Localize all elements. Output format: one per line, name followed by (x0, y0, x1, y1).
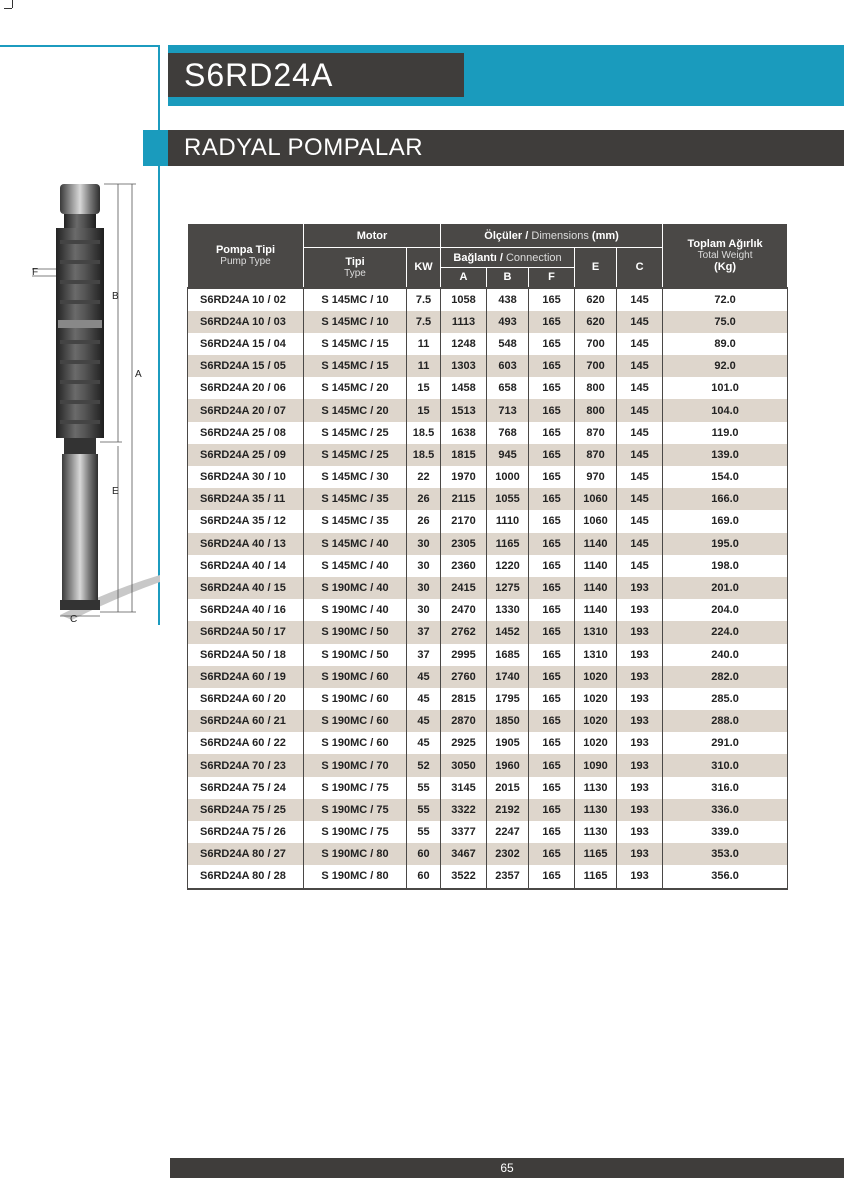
table-cell: 193 (617, 732, 663, 754)
table-cell: S 145MC / 20 (304, 399, 407, 421)
table-cell: S 145MC / 40 (304, 533, 407, 555)
table-cell: 1000 (487, 466, 529, 488)
table-cell: 104.0 (663, 399, 788, 421)
table-cell: 26 (407, 488, 441, 510)
table-cell: 493 (487, 311, 529, 333)
table-cell: 22 (407, 466, 441, 488)
table-cell: 165 (529, 732, 575, 754)
table-row (188, 688, 788, 710)
table-cell: 60 (407, 865, 441, 888)
table-cell: 2357 (487, 865, 529, 888)
header-connection: Bağlantı / Connection (441, 248, 575, 268)
table-cell: 1055 (487, 488, 529, 510)
table-cell: S 145MC / 10 (304, 288, 407, 311)
table-cell: 1140 (575, 577, 617, 599)
table-cell: S6RD24A 40 / 14 (188, 555, 304, 577)
table-cell: 165 (529, 821, 575, 843)
table-cell: 165 (529, 333, 575, 355)
table-cell: 92.0 (663, 355, 788, 377)
table-cell: S6RD24A 40 / 16 (188, 599, 304, 621)
table-cell: 1303 (441, 355, 487, 377)
table-cell: 193 (617, 599, 663, 621)
header-b: B (487, 268, 529, 288)
table-row (188, 621, 788, 643)
header-motor-type: Tipi Type (304, 248, 407, 288)
table-cell: 620 (575, 288, 617, 311)
table-cell: 165 (529, 666, 575, 688)
table-cell: 193 (617, 843, 663, 865)
table-cell: S 145MC / 20 (304, 377, 407, 399)
table-row (188, 288, 788, 311)
table-cell: S6RD24A 30 / 10 (188, 466, 304, 488)
table-cell: 139.0 (663, 444, 788, 466)
table-cell: 1165 (575, 865, 617, 888)
label-f: F (32, 267, 39, 278)
table-cell: S6RD24A 35 / 11 (188, 488, 304, 510)
table-cell: 970 (575, 466, 617, 488)
table-body (188, 288, 788, 889)
table-cell: S 190MC / 80 (304, 843, 407, 865)
table-cell: 45 (407, 666, 441, 688)
table-cell: 154.0 (663, 466, 788, 488)
label-c: C (70, 614, 78, 625)
table-cell: 1685 (487, 644, 529, 666)
table-row (188, 355, 788, 377)
table-cell: 165 (529, 799, 575, 821)
table-cell: 240.0 (663, 644, 788, 666)
table-row (188, 732, 788, 754)
table-cell: S6RD24A 50 / 18 (188, 644, 304, 666)
table-cell: 119.0 (663, 422, 788, 444)
table-cell: 1815 (441, 444, 487, 466)
table-cell: S6RD24A 60 / 19 (188, 666, 304, 688)
table-row (188, 533, 788, 555)
table-cell: 165 (529, 644, 575, 666)
table-cell: 165 (529, 777, 575, 799)
table-cell: 1113 (441, 311, 487, 333)
table-cell: 1330 (487, 599, 529, 621)
table-cell: 1310 (575, 644, 617, 666)
table-cell: 165 (529, 865, 575, 888)
header-c: C (617, 248, 663, 288)
table-cell: 336.0 (663, 799, 788, 821)
label-a: A (135, 369, 142, 380)
table-cell: S6RD24A 35 / 12 (188, 510, 304, 532)
table-cell: 1740 (487, 666, 529, 688)
table-cell: S 190MC / 60 (304, 688, 407, 710)
table-cell: 198.0 (663, 555, 788, 577)
table-cell: 169.0 (663, 510, 788, 532)
table-cell: 72.0 (663, 288, 788, 311)
table-cell: 145 (617, 311, 663, 333)
table-cell: 620 (575, 311, 617, 333)
table-cell: S 190MC / 75 (304, 821, 407, 843)
table-cell: 101.0 (663, 377, 788, 399)
table-cell: S 145MC / 25 (304, 444, 407, 466)
table-cell: 201.0 (663, 577, 788, 599)
table-cell: 1130 (575, 777, 617, 799)
table-cell: 2762 (441, 621, 487, 643)
table-cell: 353.0 (663, 843, 788, 865)
table-cell: 60 (407, 843, 441, 865)
frame-line (0, 45, 160, 47)
table-row (188, 599, 788, 621)
table-cell: S 190MC / 60 (304, 732, 407, 754)
table-cell: 2415 (441, 577, 487, 599)
table-cell: 193 (617, 865, 663, 888)
table-cell: S6RD24A 75 / 25 (188, 799, 304, 821)
table-cell: 145 (617, 333, 663, 355)
table-cell: S 190MC / 70 (304, 754, 407, 776)
table-cell: 55 (407, 821, 441, 843)
table-cell: 2995 (441, 644, 487, 666)
label-b: B (112, 291, 119, 302)
label-e: E (112, 486, 119, 497)
table-cell: S6RD24A 20 / 07 (188, 399, 304, 421)
header-motor: Motor (304, 224, 441, 248)
table-cell: 18.5 (407, 444, 441, 466)
table-cell: 193 (617, 821, 663, 843)
table-cell: 204.0 (663, 599, 788, 621)
table-cell: 282.0 (663, 666, 788, 688)
table-cell: 26 (407, 510, 441, 532)
table-cell: 2815 (441, 688, 487, 710)
header-kw: KW (407, 248, 441, 288)
table-cell: S6RD24A 75 / 26 (188, 821, 304, 843)
table-cell: S 190MC / 75 (304, 799, 407, 821)
table-cell: S6RD24A 50 / 17 (188, 621, 304, 643)
table-cell: S6RD24A 80 / 28 (188, 865, 304, 888)
table-cell: 11 (407, 355, 441, 377)
table-row (188, 799, 788, 821)
table-cell: 145 (617, 377, 663, 399)
table-cell: 1220 (487, 555, 529, 577)
table-cell: S6RD24A 70 / 23 (188, 754, 304, 776)
table-cell: 1060 (575, 510, 617, 532)
table-cell: 3145 (441, 777, 487, 799)
header-total-weight: Toplam Ağırlık Total Weight (Kg) (663, 224, 788, 288)
table-cell: 193 (617, 799, 663, 821)
table-cell: 1275 (487, 577, 529, 599)
table-cell: 1795 (487, 688, 529, 710)
header-pump-type: Pompa Tipi Pump Type (188, 224, 304, 288)
table-cell: 548 (487, 333, 529, 355)
table-cell: S6RD24A 75 / 24 (188, 777, 304, 799)
table-cell: 1140 (575, 599, 617, 621)
table-cell: 165 (529, 577, 575, 599)
table-cell: 603 (487, 355, 529, 377)
table-cell: 193 (617, 666, 663, 688)
table-row (188, 710, 788, 732)
table-row (188, 333, 788, 355)
table-cell: S6RD24A 25 / 08 (188, 422, 304, 444)
table-cell: 2760 (441, 666, 487, 688)
specification-table (187, 223, 788, 890)
table-cell: 193 (617, 754, 663, 776)
crop-mark (12, 0, 13, 8)
table-cell: 768 (487, 422, 529, 444)
table-cell: 165 (529, 688, 575, 710)
table-cell: 52 (407, 754, 441, 776)
table-cell: 45 (407, 710, 441, 732)
table-cell: 145 (617, 533, 663, 555)
pump-diagram (20, 180, 160, 625)
table-cell: 1970 (441, 466, 487, 488)
table-cell: S 145MC / 10 (304, 311, 407, 333)
table-cell: 30 (407, 533, 441, 555)
table-cell: 75.0 (663, 311, 788, 333)
table-row (188, 666, 788, 688)
table-row (188, 510, 788, 532)
table-cell: 165 (529, 488, 575, 510)
table-cell: S 145MC / 40 (304, 555, 407, 577)
table-cell: 145 (617, 555, 663, 577)
table-cell: 870 (575, 422, 617, 444)
table-row (188, 865, 788, 888)
table-row (188, 422, 788, 444)
table-cell: 7.5 (407, 288, 441, 311)
table-cell: 1248 (441, 333, 487, 355)
table-cell: 1452 (487, 621, 529, 643)
table-cell: 1310 (575, 621, 617, 643)
table-cell: 55 (407, 777, 441, 799)
table-cell: 1020 (575, 732, 617, 754)
table-cell: 145 (617, 444, 663, 466)
table-cell: 288.0 (663, 710, 788, 732)
table-cell: 1513 (441, 399, 487, 421)
table-cell: 1905 (487, 732, 529, 754)
table-cell: S 190MC / 80 (304, 865, 407, 888)
table-cell: 2115 (441, 488, 487, 510)
table-cell: 316.0 (663, 777, 788, 799)
table-row (188, 821, 788, 843)
table-cell: 165 (529, 533, 575, 555)
table-row (188, 843, 788, 865)
table-cell: 2247 (487, 821, 529, 843)
table-cell: 193 (617, 710, 663, 732)
table-cell: 1090 (575, 754, 617, 776)
table-cell: 713 (487, 399, 529, 421)
table-cell: 45 (407, 688, 441, 710)
table-cell: 165 (529, 311, 575, 333)
table-cell: 145 (617, 510, 663, 532)
table-cell: 30 (407, 555, 441, 577)
page-number: 65 (170, 1158, 844, 1178)
table-cell: 1060 (575, 488, 617, 510)
table-cell: 165 (529, 843, 575, 865)
table-cell: 165 (529, 754, 575, 776)
table-row (188, 444, 788, 466)
table-cell: 438 (487, 288, 529, 311)
table-cell: S6RD24A 40 / 13 (188, 533, 304, 555)
table-cell: S6RD24A 15 / 04 (188, 333, 304, 355)
table-cell: 165 (529, 288, 575, 311)
table-cell: 1058 (441, 288, 487, 311)
table-cell: 291.0 (663, 732, 788, 754)
table-cell: 1130 (575, 799, 617, 821)
table-cell: S 145MC / 35 (304, 510, 407, 532)
table-cell: 165 (529, 710, 575, 732)
table-cell: 1130 (575, 821, 617, 843)
table-cell: 193 (617, 577, 663, 599)
table-cell: 2170 (441, 510, 487, 532)
table-cell: 310.0 (663, 754, 788, 776)
table-cell: 3377 (441, 821, 487, 843)
table-cell: 1020 (575, 666, 617, 688)
table-cell: 165 (529, 599, 575, 621)
table-cell: S6RD24A 15 / 05 (188, 355, 304, 377)
table-cell: 165 (529, 510, 575, 532)
table-cell: S 145MC / 15 (304, 333, 407, 355)
table-cell: 2015 (487, 777, 529, 799)
table-cell: S 145MC / 30 (304, 466, 407, 488)
table-cell: 2925 (441, 732, 487, 754)
table-cell: 285.0 (663, 688, 788, 710)
table-cell: 165 (529, 555, 575, 577)
table-cell: 2305 (441, 533, 487, 555)
table-cell: 15 (407, 399, 441, 421)
section-title: RADYAL POMPALAR (168, 130, 844, 166)
table-row (188, 466, 788, 488)
table-cell: 2302 (487, 843, 529, 865)
table-cell: 2360 (441, 555, 487, 577)
table-cell: S 190MC / 40 (304, 577, 407, 599)
table-cell: 2192 (487, 799, 529, 821)
table-cell: 45 (407, 732, 441, 754)
table-cell: 800 (575, 377, 617, 399)
table-cell: 193 (617, 621, 663, 643)
table-cell: 145 (617, 466, 663, 488)
table-cell: 55 (407, 799, 441, 821)
table-cell: S6RD24A 60 / 20 (188, 688, 304, 710)
table-cell: 193 (617, 777, 663, 799)
table-row (188, 644, 788, 666)
section-tab (143, 130, 168, 166)
table-cell: 2470 (441, 599, 487, 621)
table-cell: 1850 (487, 710, 529, 732)
table-cell: 658 (487, 377, 529, 399)
table-cell: 165 (529, 377, 575, 399)
table-cell: 3522 (441, 865, 487, 888)
table-cell: S 145MC / 25 (304, 422, 407, 444)
table-cell: 165 (529, 422, 575, 444)
table-row (188, 399, 788, 421)
table-cell: 37 (407, 644, 441, 666)
table-cell: S 190MC / 75 (304, 777, 407, 799)
table-cell: 11 (407, 333, 441, 355)
table-cell: 193 (617, 644, 663, 666)
table-cell: 1020 (575, 688, 617, 710)
table-cell: 165 (529, 355, 575, 377)
table-cell: 700 (575, 333, 617, 355)
table-row (188, 488, 788, 510)
header-a: A (441, 268, 487, 288)
table-cell: 1165 (487, 533, 529, 555)
table-cell: 7.5 (407, 311, 441, 333)
table-cell: 166.0 (663, 488, 788, 510)
table-cell: S 190MC / 40 (304, 599, 407, 621)
table-cell: 700 (575, 355, 617, 377)
table-cell: 1020 (575, 710, 617, 732)
crop-mark (4, 8, 12, 9)
table-cell: 195.0 (663, 533, 788, 555)
table-cell: 145 (617, 488, 663, 510)
table-cell: S6RD24A 10 / 02 (188, 288, 304, 311)
table-cell: 3050 (441, 754, 487, 776)
table-cell: 145 (617, 355, 663, 377)
table-row (188, 377, 788, 399)
table-cell: 145 (617, 399, 663, 421)
table-row (188, 777, 788, 799)
table-cell: 30 (407, 599, 441, 621)
table-cell: 18.5 (407, 422, 441, 444)
table-row (188, 577, 788, 599)
table-cell: 145 (617, 422, 663, 444)
table-cell: 945 (487, 444, 529, 466)
table-cell: S6RD24A 25 / 09 (188, 444, 304, 466)
table-cell: 339.0 (663, 821, 788, 843)
table-cell: 870 (575, 444, 617, 466)
table-cell: S 190MC / 60 (304, 666, 407, 688)
table-cell: 89.0 (663, 333, 788, 355)
table-cell: 3322 (441, 799, 487, 821)
table-cell: S 145MC / 15 (304, 355, 407, 377)
header-dimensions: Ölçüler / Dimensions (mm) (441, 224, 663, 248)
table-cell: S6RD24A 60 / 21 (188, 710, 304, 732)
table-cell: 165 (529, 399, 575, 421)
table-cell: S6RD24A 40 / 15 (188, 577, 304, 599)
table-cell: 1140 (575, 555, 617, 577)
table-cell: 1140 (575, 533, 617, 555)
table-cell: 165 (529, 621, 575, 643)
table-cell: S 190MC / 50 (304, 644, 407, 666)
table-cell: 356.0 (663, 865, 788, 888)
header-e: E (575, 248, 617, 288)
table-row (188, 754, 788, 776)
table-cell: 145 (617, 288, 663, 311)
table-cell: 15 (407, 377, 441, 399)
header-f: F (529, 268, 575, 288)
table-cell: 30 (407, 577, 441, 599)
table-cell: 800 (575, 399, 617, 421)
table-cell: S6RD24A 80 / 27 (188, 843, 304, 865)
table-cell: 1165 (575, 843, 617, 865)
table-cell: 1458 (441, 377, 487, 399)
table-cell: S 145MC / 35 (304, 488, 407, 510)
table-cell: 193 (617, 688, 663, 710)
table-cell: 2870 (441, 710, 487, 732)
table-row (188, 311, 788, 333)
table-cell: 1960 (487, 754, 529, 776)
table-cell: 165 (529, 466, 575, 488)
table-cell: S6RD24A 20 / 06 (188, 377, 304, 399)
table-cell: 1638 (441, 422, 487, 444)
table-cell: 1110 (487, 510, 529, 532)
table-cell: S 190MC / 50 (304, 621, 407, 643)
table-cell: 37 (407, 621, 441, 643)
table-cell: 3467 (441, 843, 487, 865)
model-title: S6RD24A (168, 53, 464, 97)
table-cell: S6RD24A 10 / 03 (188, 311, 304, 333)
table-row (188, 555, 788, 577)
table-cell: 165 (529, 444, 575, 466)
table-cell: S 190MC / 60 (304, 710, 407, 732)
table-cell: S6RD24A 60 / 22 (188, 732, 304, 754)
table-cell: 224.0 (663, 621, 788, 643)
